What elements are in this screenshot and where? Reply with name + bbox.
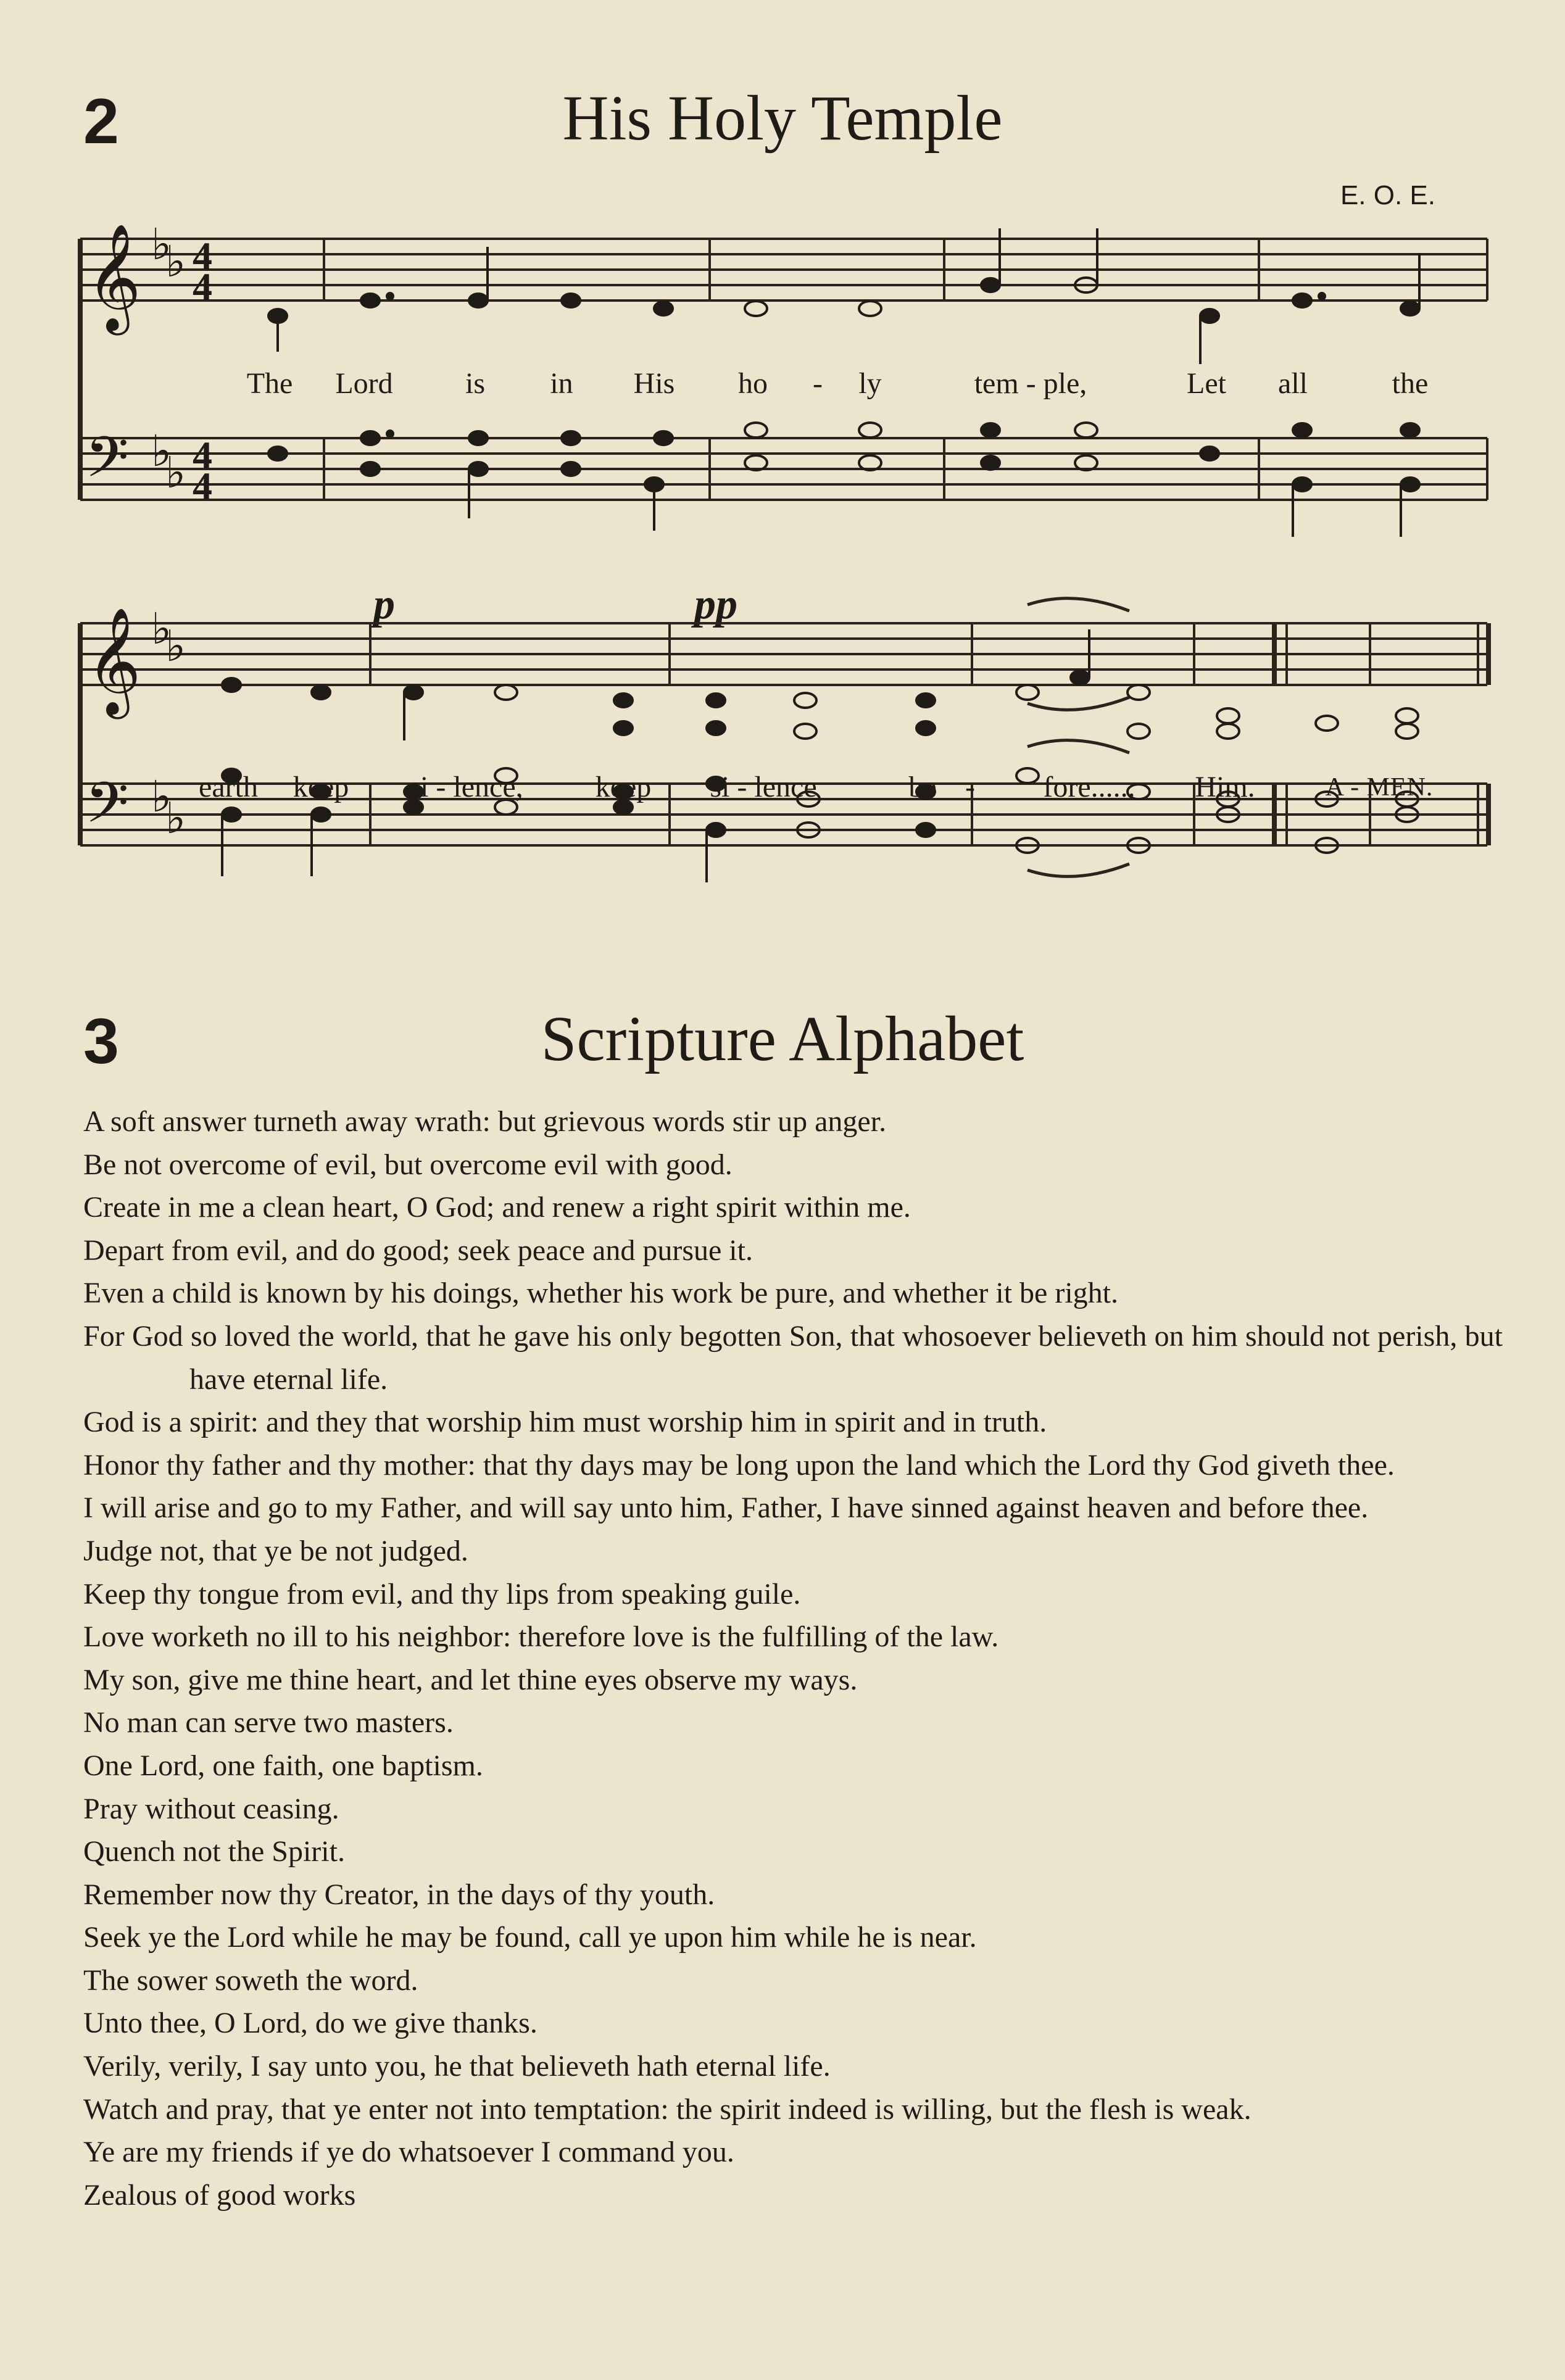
- lyric-1-1: The: [246, 367, 293, 400]
- verse-t: The sower soweth the word.: [83, 1963, 418, 1997]
- svg-text:♭: ♭: [165, 447, 186, 498]
- hymn-3-number: 3: [83, 1006, 119, 1077]
- hymn-2-number: 2: [83, 86, 119, 157]
- lyric-1-2: Lord: [335, 367, 393, 400]
- svg-text:♭: ♭: [165, 236, 186, 287]
- svg-text:♭: ♭: [151, 426, 172, 476]
- music-system-1: [0, 0, 1565, 555]
- dynamic-piano: p: [373, 581, 395, 628]
- svg-text:4: 4: [193, 464, 212, 508]
- verse-y: Ye are my friends if ye do whatsoever I command you.: [83, 2136, 734, 2169]
- lyric-1-12: the: [1392, 367, 1429, 400]
- verse-q: Quench not the Spirit.: [83, 1835, 345, 1868]
- verse-a: A soft answer turneth away wrath: but grievous words stir up anger.: [83, 1105, 887, 1138]
- verse-r: Remember now thy Creator, in the days of thy youth.: [83, 1878, 715, 1911]
- verse-u: Unto thee, O Lord, do we give thanks.: [83, 2007, 538, 2040]
- verse-v: Verily, verily, I say unto you, he that believeth hath eternal life.: [83, 2050, 831, 2083]
- verse-g: God is a spirit: and they that worship him must worship him in spirit and in truth.: [83, 1406, 1047, 1439]
- dynamic-pianissimo: pp: [694, 581, 737, 628]
- lyric-2-2: keep: [293, 771, 349, 803]
- composer-credit: E. O. E.: [1340, 180, 1435, 210]
- lyric-1-11: all: [1278, 367, 1308, 400]
- verse-o: One Lord, one faith, one baptism.: [83, 1749, 483, 1782]
- lyric-1-5: His: [633, 367, 675, 400]
- lyric-2-8: fore......: [1043, 771, 1135, 803]
- verse-i: I will arise and go to my Father, and will say unto him, Father, I have sinned against heaven and before thee.: [83, 1491, 1369, 1525]
- verse-n: No man can serve two masters.: [83, 1706, 454, 1739]
- verse-h: Honor thy father and thy mother: that thy days may be long upon the land which the Lord thy God giveth thee.: [83, 1448, 1395, 1482]
- treble-staff-1: [80, 239, 1487, 301]
- verse-z: Zealous of good works: [83, 2178, 356, 2212]
- scripture-alphabet-verses: [83, 1100, 1503, 2216]
- verse-p: Pray without ceasing.: [83, 1792, 339, 1825]
- verse-k: Keep thy tongue from evil, and thy lips from speaking guile.: [83, 1577, 801, 1611]
- bass-clef-1: 𝄢: [85, 425, 129, 504]
- svg-text:♭: ♭: [165, 793, 186, 844]
- treble-notes-1: [268, 228, 1419, 364]
- lyric-1-3: is: [465, 367, 486, 400]
- lyric-2-4: keep: [595, 771, 652, 803]
- svg-text:♭: ♭: [151, 603, 172, 654]
- svg-text:♭: ♭: [151, 771, 172, 822]
- lyric-2-5: si - lence: [710, 771, 817, 803]
- lyric-2-1: earth: [199, 771, 258, 803]
- lyric-1-7: -: [813, 367, 823, 400]
- lyric-1-10: Let: [1187, 367, 1226, 400]
- lyric-2-10: A - MEN.: [1325, 773, 1434, 802]
- time-signature-1: [193, 234, 212, 508]
- verse-d: Depart from evil, and do good; seek peace and pursue it.: [83, 1234, 753, 1267]
- lyric-1-4: in: [550, 367, 573, 400]
- verse-w: Watch and pray, that ye enter not into temptation: the spirit indeed is willing, but the flesh is weak.: [83, 2092, 1252, 2126]
- lyric-2-7: -: [965, 771, 975, 803]
- bass-notes-1: [268, 423, 1419, 537]
- svg-text:♭: ♭: [165, 621, 186, 671]
- verse-j: Judge not, that ye be not judged.: [83, 1534, 468, 1567]
- lyric-1-8: ly: [858, 367, 882, 400]
- hymn-3-title: Scripture Alphabet: [541, 1003, 1024, 1074]
- barlines-1: [324, 239, 1487, 500]
- verse-e: Even a child is known by his doings, whether his work be pure, and whether it be right.: [83, 1277, 1118, 1310]
- bass-clef-2: 𝄢: [85, 770, 129, 849]
- svg-text:4: 4: [193, 234, 212, 278]
- hymn-2-title: His Holy Temple: [562, 83, 1003, 154]
- verse-m: My son, give me thine heart, and let thine eyes observe my ways.: [83, 1663, 858, 1696]
- verse-b: Be not overcome of evil, but overcome evil with good.: [83, 1148, 733, 1181]
- svg-text:4: 4: [193, 265, 212, 309]
- verse-f: For God so loved the world, that he gave his only begotten Son, that whosoever believeth on him should not perish, but have eternal life.: [83, 1319, 1503, 1396]
- treble-clef-1: 𝄞: [86, 223, 141, 331]
- svg-text:4: 4: [193, 433, 212, 477]
- lyric-1-9: tem - ple,: [974, 367, 1087, 400]
- lyric-2-6: be: [908, 771, 937, 803]
- svg-text:♭: ♭: [151, 219, 172, 270]
- verse-c: Create in me a clean heart, O God; and renew a right spirit within me.: [83, 1191, 911, 1224]
- treble-clef-2: 𝄞: [86, 607, 141, 715]
- verse-l: Love worketh no ill to his neighbor: therefore love is the fulfilling of the law.: [83, 1620, 999, 1654]
- lyric-1-6: ho: [738, 367, 768, 400]
- lyric-2-3: si - lence,: [409, 771, 523, 803]
- lyric-2-9: Him.: [1195, 771, 1255, 803]
- verse-s: Seek ye the Lord while he may be found, call ye upon him while he is near.: [83, 1921, 977, 1954]
- bass-staff-1: [80, 438, 1487, 500]
